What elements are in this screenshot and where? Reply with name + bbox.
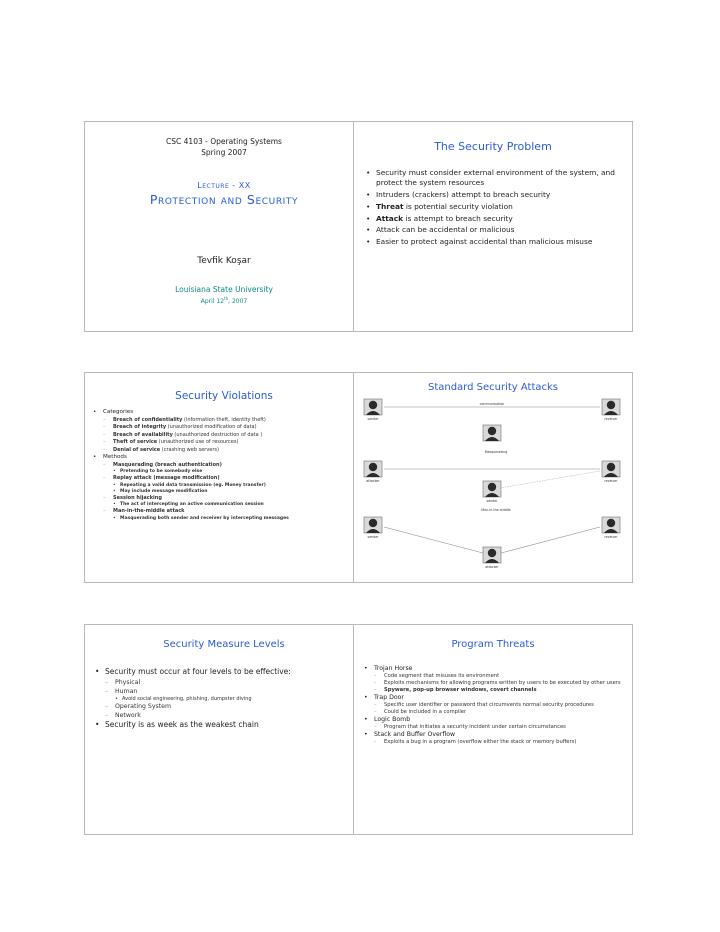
level-os: Operating System bbox=[115, 703, 171, 710]
list-item bbox=[105, 688, 353, 697]
categories-label: Categories bbox=[103, 409, 134, 415]
slide-security-levels bbox=[84, 624, 364, 835]
category-desc: (information theft, identity theft) bbox=[182, 416, 266, 423]
attacker-figure bbox=[483, 425, 501, 441]
list-item bbox=[366, 190, 622, 200]
bullet-text: Intruders (crackers) attempt to breach security bbox=[376, 190, 551, 200]
bullet-keyword: Attack bbox=[376, 213, 404, 223]
level-network: Network bbox=[115, 711, 141, 719]
intercept-line bbox=[501, 527, 600, 553]
date-prefix: April 12 bbox=[200, 298, 225, 305]
method-detail: Pretending to be somebody else bbox=[120, 469, 203, 475]
panel-caption: Man-in-the-middle bbox=[481, 508, 511, 512]
list-item bbox=[105, 703, 353, 712]
lecture-date bbox=[85, 296, 363, 305]
person-head bbox=[488, 549, 496, 557]
bullet-list bbox=[95, 667, 353, 732]
level-physical: Physical bbox=[115, 679, 141, 686]
list-item bbox=[366, 225, 622, 235]
list-item bbox=[366, 202, 622, 212]
person-head bbox=[488, 483, 496, 491]
receiver-label: receiver bbox=[604, 479, 618, 483]
bullet-list bbox=[364, 665, 622, 746]
threat-name: Trap Door bbox=[374, 693, 404, 701]
category-desc: (unauthorized modification of data) bbox=[166, 424, 257, 431]
list-item bbox=[95, 667, 353, 677]
methods-label: Methods bbox=[103, 454, 127, 461]
person-head bbox=[607, 401, 615, 409]
list-item bbox=[115, 696, 353, 703]
method-detail: Masquerading both sender and receiver by intercepting messages bbox=[120, 515, 289, 521]
course-term: Spring 2007 bbox=[201, 148, 247, 157]
sender-label: sender bbox=[486, 499, 498, 503]
slide-title-text: Program Threats bbox=[451, 639, 535, 650]
lecture-label: Lecture - XX bbox=[197, 181, 251, 190]
category-name: Breach of availability bbox=[113, 431, 173, 438]
slide-program-threats bbox=[353, 624, 633, 835]
list-item bbox=[103, 432, 353, 440]
sender-figure bbox=[483, 481, 501, 497]
bullet-text: Attack can be accidental or malicious bbox=[376, 225, 515, 235]
broken-line bbox=[500, 471, 600, 488]
category-desc: (unauthorized destruction of data ) bbox=[172, 431, 263, 438]
list-item bbox=[374, 680, 622, 687]
list-item bbox=[103, 447, 353, 455]
threat-detail: Exploits a bug in a program (overflow either the stack or memory buffers) bbox=[384, 738, 577, 745]
receiver-figure bbox=[602, 399, 620, 415]
date-suffix: , 2007 bbox=[228, 298, 248, 305]
list-item bbox=[95, 720, 353, 730]
slide-title-text: Standard Security Attacks bbox=[427, 382, 559, 393]
attacker-label: attacker bbox=[366, 479, 380, 483]
person-head bbox=[607, 463, 615, 471]
list-item bbox=[374, 702, 622, 709]
slide-title-text: Security Measure Levels bbox=[163, 639, 285, 650]
method-name: Masquerading (breach authentication) bbox=[113, 461, 222, 468]
method-name: Man-in-the-middle attack bbox=[113, 508, 185, 515]
list-item bbox=[103, 475, 353, 482]
receiver-figure bbox=[602, 517, 620, 533]
bullet-keyword: Threat bbox=[376, 201, 404, 211]
bullet-text: is attempt to breach security bbox=[403, 213, 513, 223]
panel-caption: Masquerading bbox=[484, 450, 508, 454]
receiver-label: receiver bbox=[604, 417, 618, 421]
list-item bbox=[103, 439, 353, 447]
sender-label: sender bbox=[367, 417, 379, 421]
list-item bbox=[366, 237, 622, 247]
list-item bbox=[93, 409, 353, 417]
lecture-topic: Protection and Security bbox=[149, 192, 299, 207]
list-item bbox=[364, 731, 622, 739]
category-desc: (crashing web servers) bbox=[160, 446, 219, 453]
slide-security-problem bbox=[353, 121, 633, 332]
receiver-figure bbox=[602, 461, 620, 477]
date-sup: th bbox=[224, 296, 229, 301]
person-head bbox=[369, 463, 377, 471]
author-name: Tevfik Koşar bbox=[197, 256, 251, 266]
attacker-figure bbox=[364, 461, 382, 477]
list-item bbox=[103, 508, 353, 515]
person-head bbox=[607, 519, 615, 527]
person-head bbox=[369, 519, 377, 527]
list-item bbox=[93, 454, 353, 462]
method-detail: Repeating a valid data transmission (eg. Money transfer) bbox=[120, 482, 266, 488]
levels-intro: Security must occur at four levels to be effective: bbox=[105, 667, 291, 676]
method-detail: The act of intercepting an active communication session bbox=[120, 502, 264, 508]
list-item bbox=[366, 214, 622, 224]
receiver-label: receiver bbox=[604, 535, 618, 539]
person-head bbox=[488, 427, 496, 435]
slide-title bbox=[84, 121, 364, 332]
threat-name: Stack and Buffer Overflow bbox=[374, 730, 456, 738]
threat-detail: Exploits mechanisms for allowing programs written by users to be executed by other users bbox=[384, 680, 621, 687]
attacker-label: attacker bbox=[485, 565, 499, 569]
method-name: Session hijacking bbox=[113, 494, 162, 501]
level-human: Human bbox=[115, 687, 138, 695]
list-item bbox=[366, 168, 622, 189]
category-name: Breach of confidentiality bbox=[113, 416, 183, 423]
method-name: Replay attack (message modification) bbox=[113, 475, 220, 482]
bullet-text: is potential security violation bbox=[403, 201, 513, 211]
line-label: communication bbox=[479, 402, 505, 406]
list-item bbox=[113, 516, 353, 522]
list-item bbox=[374, 709, 622, 716]
list-item bbox=[103, 417, 353, 425]
university-name: Louisiana State University bbox=[175, 285, 273, 294]
list-item bbox=[374, 739, 622, 746]
threat-name: Logic Bomb bbox=[374, 715, 411, 723]
list-item bbox=[364, 665, 622, 673]
list-item bbox=[103, 424, 353, 432]
slide-standard-attacks bbox=[353, 372, 633, 583]
list-item bbox=[105, 679, 353, 688]
list-item bbox=[105, 712, 353, 721]
sender-label: sender bbox=[367, 535, 379, 539]
category-desc: (unauthorized use of resources) bbox=[157, 439, 239, 446]
intercept-line bbox=[384, 527, 483, 553]
sender-figure bbox=[364, 399, 382, 415]
method-detail: May include message modification bbox=[120, 488, 208, 494]
attacker-figure bbox=[483, 547, 501, 563]
threat-detail: Code segment that misuses its environment bbox=[384, 673, 500, 680]
attacks-diagram bbox=[362, 395, 624, 580]
bullet-text: Security must consider external environment of the system, and protect the system resources bbox=[376, 168, 615, 188]
threat-detail: Spyware, pop-up browser windows, covert channels bbox=[384, 686, 537, 693]
list-item bbox=[364, 694, 622, 702]
bullet-list bbox=[93, 409, 353, 522]
course-title: CSC 4103 - Operating Systems bbox=[166, 137, 282, 146]
category-name: Denial of service bbox=[113, 446, 161, 453]
category-name: Theft of service bbox=[113, 439, 158, 446]
threat-detail: Program that initiates a security incident under certain circumstances bbox=[384, 723, 566, 730]
threat-detail: Could be included in a compiler bbox=[384, 708, 467, 715]
slide-title-text: Security Violations bbox=[175, 390, 273, 402]
person-head bbox=[369, 401, 377, 409]
list-item bbox=[374, 724, 622, 731]
bullet-text: Easier to protect against accidental than malicious misuse bbox=[376, 237, 593, 247]
slide-title-text: The Security Problem bbox=[434, 140, 552, 153]
list-item bbox=[364, 716, 622, 724]
weakest-chain: Security is as week as the weakest chain bbox=[105, 720, 259, 729]
threat-detail: Specific user identifier or password that circumvents normal security procedures bbox=[384, 701, 594, 708]
list-item bbox=[374, 673, 622, 680]
sender-figure bbox=[364, 517, 382, 533]
category-name: Breach of integrity bbox=[113, 424, 167, 431]
threat-name: Trojan Horse bbox=[374, 665, 413, 672]
bullet-list bbox=[366, 168, 622, 249]
list-item bbox=[374, 687, 622, 694]
slide-security-violations bbox=[84, 372, 364, 583]
human-sub: Avoid social engineering, phishing, dumpster diving bbox=[122, 696, 252, 702]
